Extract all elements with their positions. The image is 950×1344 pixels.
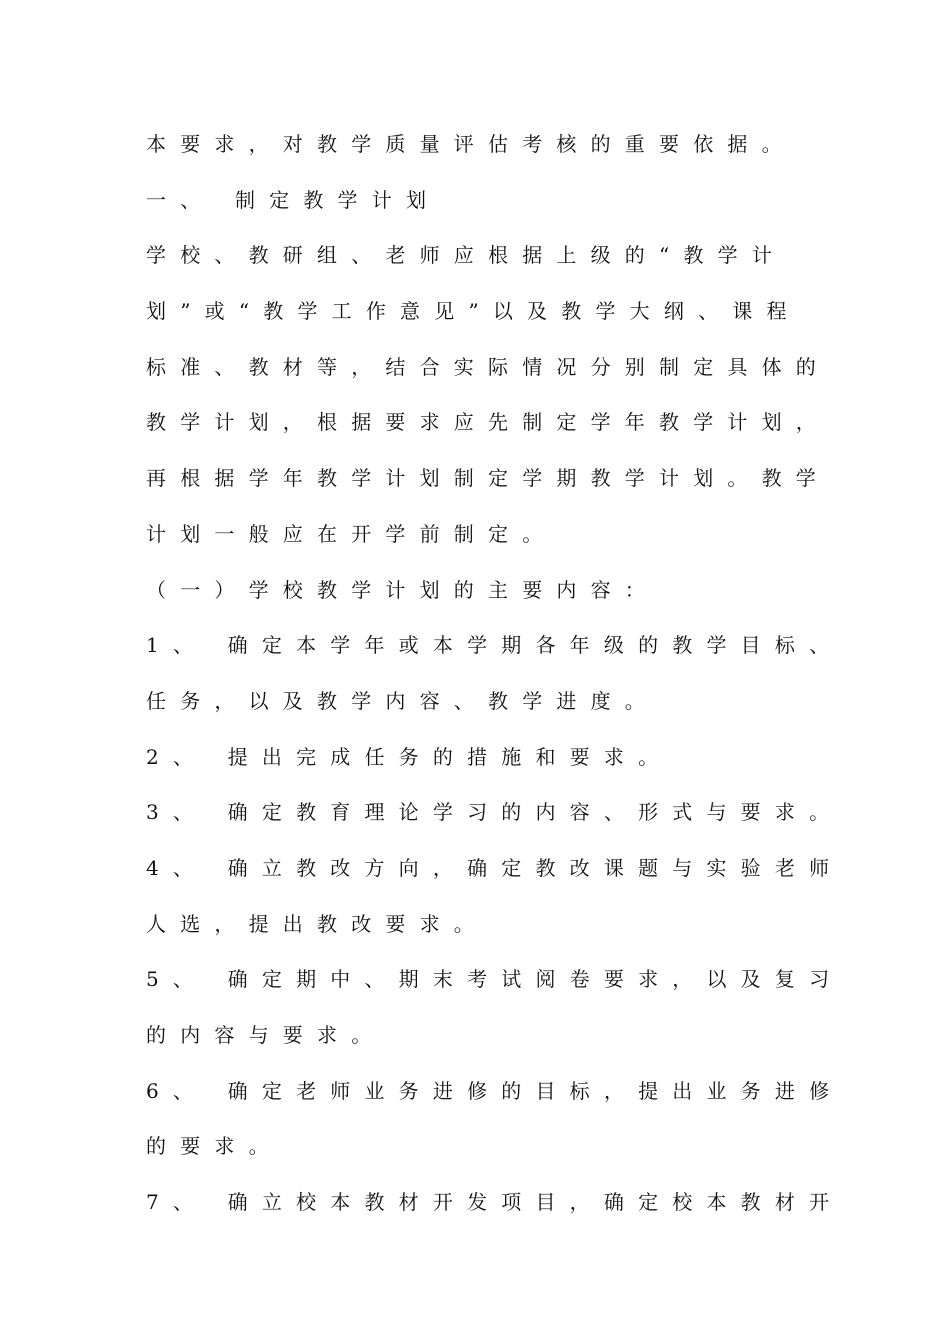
list-item-4-cont: 人选，提出教改要求。 bbox=[146, 911, 488, 936]
list-item-5: 5、 确定期中、期末考试阅卷要求，以及复习 bbox=[146, 967, 844, 992]
text-line-1: 本要求，对教学质量评估考核的重要依据。 bbox=[146, 132, 796, 156]
list-item-3: 3、 确定教育理论学习的内容、形式与要求。 bbox=[146, 800, 844, 825]
list-item-7: 7、 确立校本教材开发项目，确定校本教材开 bbox=[146, 1190, 844, 1215]
list-item-5-cont: 的内容与要求。 bbox=[146, 1023, 386, 1047]
text-line-5: 标准、教材等，结合实际情况分别制定具体的 bbox=[146, 354, 830, 379]
list-item-4: 4、 确立教改方向，确定教改课题与实验老师 bbox=[146, 855, 844, 880]
list-item-1-cont: 任务，以及教学内容、教学进度。 bbox=[146, 688, 659, 713]
list-item-2: 2、 提出完成任务的措施和要求。 bbox=[146, 744, 673, 769]
text-line-6: 教学计划，根据要求应先制定学年教学计划， bbox=[146, 410, 830, 435]
text-line-7: 再根据学年教学计划制定学期教学计划。教学 bbox=[146, 466, 830, 491]
document-body bbox=[146, 128, 844, 1242]
section-heading: 一、 制定教学计划 bbox=[146, 187, 441, 212]
text-line-4: 划”或“教学工作意见”以及教学大纲、课程 bbox=[146, 299, 801, 324]
list-item-1: 1、 确定本学年或本学期各年级的教学目标、 bbox=[146, 633, 844, 658]
list-item-6: 6、 确定老师业务进修的目标，提出业务进修 bbox=[146, 1078, 844, 1103]
subsection-heading: （一）学校教学计划的主要内容： bbox=[146, 577, 659, 602]
text-line-8: 计划一般应在开学前制定。 bbox=[146, 521, 557, 546]
text-line-3: 学校、教研组、老师应根据上级的“教学计 bbox=[146, 243, 787, 268]
list-item-6-cont: 的要求。 bbox=[146, 1134, 283, 1159]
